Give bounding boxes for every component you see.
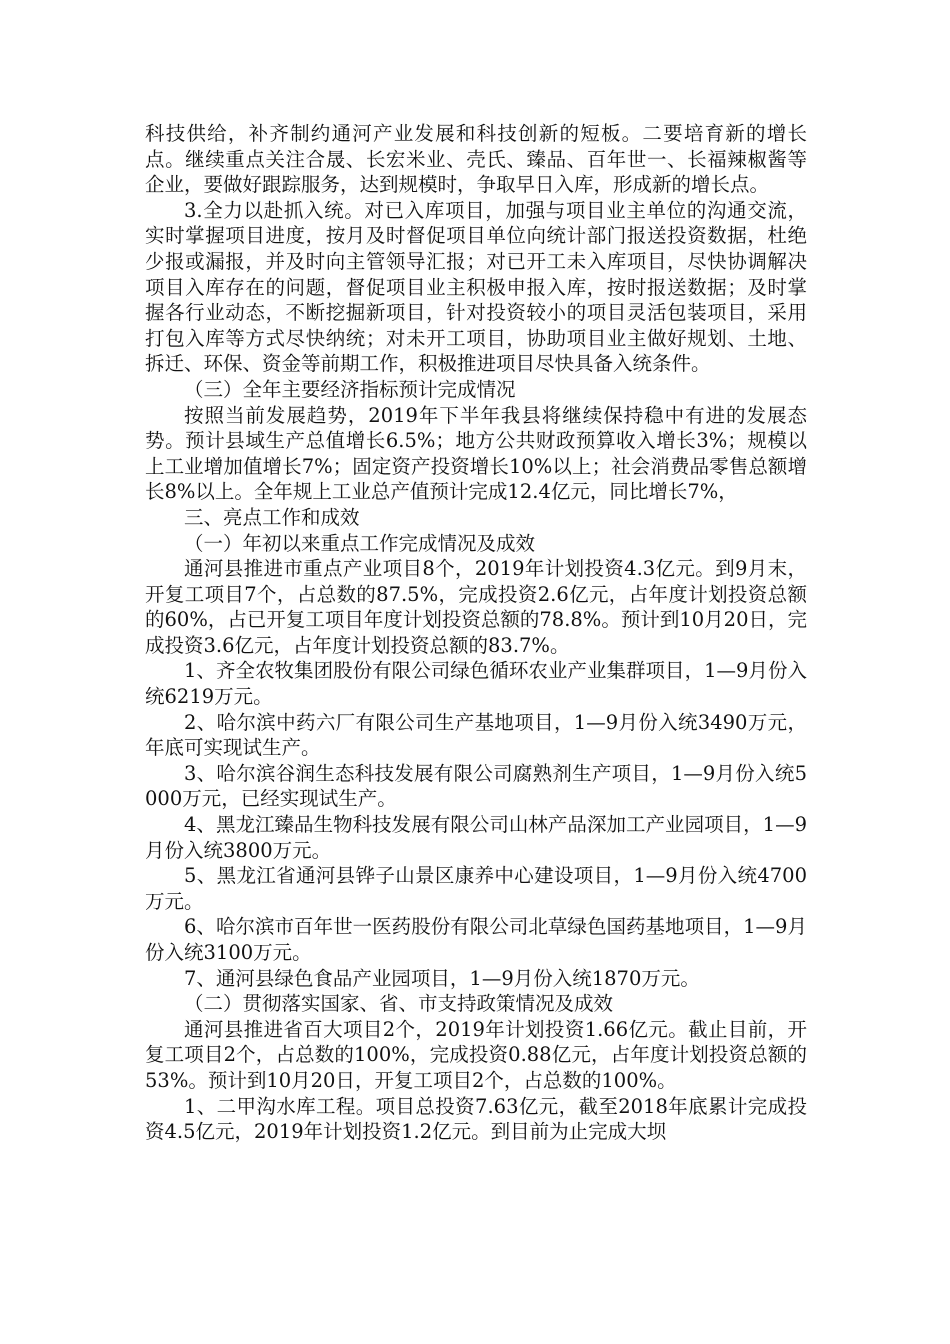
list-item-project-4: 4、黑龙江臻品生物科技发展有限公司山林产品深加工产业园项目，1—9月份入统3800万元。: [145, 813, 807, 862]
heading-policy: （二）贯彻落实国家、省、市支持政策情况及成效: [184, 992, 614, 1016]
list-item-project-7: 7、通河县绿色食品产业园项目，1—9月份入统1870万元。: [184, 966, 700, 990]
paragraph-provincial-projects: 通河县推进省百大项目2个，2019年计划投资1.66亿元。截止目前，开复工项目2个，占总数的100%，完成投资0.88亿元，占年度计划投资总额的53%。预计到10月20日，开复工项目2个，占总数的100%。: [145, 1017, 807, 1092]
paragraph-key-projects: 通河县推进市重点产业项目8个，2019年计划投资4.3亿元。到9月末，开复工项目7个，占总数的87.5%，完成投资2.6亿元，占年度计划投资总额的60%，占已开复工项目年度计划投资总额的78.8%。预计到10月20日，完成投资3.6亿元，占年度计划投资总额的83.7%。: [145, 557, 807, 657]
list-item-reservoir: 1、二甲沟水库工程。项目总投资7.63亿元，截至2018年底累计完成投资4.5亿元，2019年计划投资1.2亿元。到目前为止完成大坝: [145, 1094, 807, 1144]
heading-key-work: （一）年初以来重点工作完成情况及成效: [184, 531, 536, 555]
paragraph-trend: 按照当前发展趋势，2019年下半年我县将继续保持稳中有进的发展态势。预计县域生产总值增长6.5%；地方公共财政预算收入增长3%；规模以上工业增加值增长7%；固定资产投资增长10%以上；社会消费品零售总额增长8%以上。全年规上工业总产值预计完成12.4亿元，同比增长7%，: [145, 403, 807, 504]
list-item-project-1: 1、齐全农牧集团股份有限公司绿色循环农业产业集群项目，1—9月份入统6219万元。: [145, 659, 807, 709]
list-item-project-3: 3、哈尔滨谷润生态科技发展有限公司腐熟剂生产项目，1—9月份入统5000万元，已经实现试生产。: [145, 761, 807, 811]
paragraph-statistics-entry: 3.全力以赴抓入统。对已入库项目，加强与项目业主单位的沟通交流，实时掌握项目进度，按月及时督促项目单位向统计部门报送投资数据，杜绝少报或漏报，并及时向主管领导汇报；对已开工未入库项目，尽快协调解决项目入库存在的问题，督促项目业主积极申报入库，按时报送数据；及时掌握各行业动态，不断挖掘新项目，针对投资较小的项目灵活包装项目，采用打包入库等方式尽快纳统；对未开工项目，协助项目业主做好规划、土地、拆迁、环保、资金等前期工作，积极推进项目尽快具备入统条件。: [145, 198, 807, 376]
list-item-project-2: 2、哈尔滨中药六厂有限公司生产基地项目，1—9月份入统3490万元，年底可实现试生产。: [145, 710, 807, 760]
document-body: [145, 121, 807, 1145]
list-item-project-6: 6、哈尔滨市百年世一医药股份有限公司北草绿色国药基地项目，1—9月份入统3100万元。: [145, 915, 807, 964]
heading-highlights: 三、亮点工作和成效: [184, 505, 360, 529]
paragraph-intro: 科技供给，补齐制约通河产业发展和科技创新的短板。二要培育新的增长点。继续重点关注合晟、长宏米业、壳氏、臻品、百年世一、长福辣椒酱等企业，要做好跟踪服务，达到规模时，争取早日入库，形成新的增长点。: [145, 122, 807, 197]
list-item-project-5: 5、黑龙江省通河县铧子山景区康养中心建设项目，1—9月份入统4700万元。: [145, 864, 807, 913]
heading-annual-indicators: （三）全年主要经济指标预计完成情况: [184, 377, 516, 401]
